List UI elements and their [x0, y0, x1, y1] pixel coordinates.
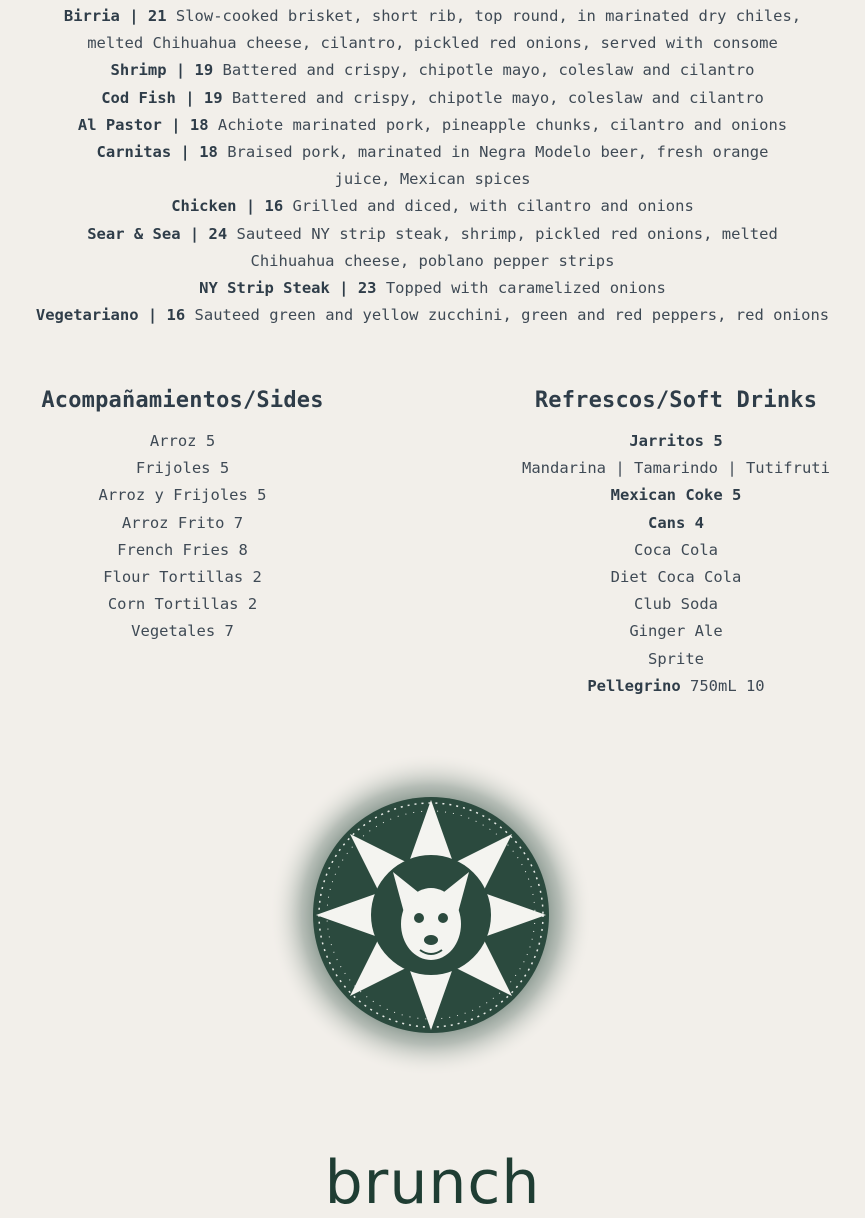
taco-price: 19 — [203, 88, 223, 107]
taco-desc-cont: Chihuahua cheese, poblano pepper strips — [250, 251, 615, 270]
taco-name: Shrimp — [110, 61, 167, 80]
separator: | — [329, 279, 358, 298]
taco-item — [0, 193, 865, 220]
taco-name: Chicken — [171, 197, 237, 216]
taco-price: 23 — [357, 279, 377, 298]
taco-desc: Battered and crispy, chipotle mayo, coleslaw and cilantro — [231, 88, 764, 107]
separator: | — [236, 197, 265, 216]
separator: | — [166, 61, 195, 80]
taco-desc: Grilled and diced, with cilantro and onions — [292, 197, 694, 216]
brunch-heading: brunch — [324, 1148, 541, 1218]
taco-price: 18 — [199, 143, 218, 162]
separator: | — [161, 115, 190, 134]
taco-desc: Battered and crispy, chipotle mayo, coleslaw and cilantro — [222, 61, 755, 80]
taco-price: 21 — [147, 7, 167, 25]
taco-name: Birria — [63, 7, 120, 25]
chihuahua-medallion-logo — [268, 752, 594, 1078]
taco-desc: Sauteed green and yellow zucchini, green and red peppers, red onions — [194, 306, 830, 325]
taco-desc: Slow-cooked brisket, short rib, top round, in marinated dry chiles, — [175, 7, 802, 25]
taco-name: Cod Fish — [101, 88, 176, 107]
taco-price: 16 — [264, 197, 284, 216]
taco-name: Sear & Sea — [87, 224, 181, 243]
pellegrino-name: Pellegrino — [587, 676, 681, 695]
drinks-section — [490, 386, 862, 700]
taco-item — [0, 139, 865, 166]
side-item: Arroz Frito 7 — [121, 513, 244, 532]
taco-name: Carnitas — [96, 143, 172, 162]
side-item: Flour Tortillas 2 — [103, 568, 262, 587]
taco-price: 18 — [189, 115, 209, 134]
medallion-icon — [268, 752, 594, 1078]
taco-item — [0, 275, 865, 302]
drink-item: Diet Coca Cola — [610, 568, 742, 587]
taco-price: 19 — [194, 61, 214, 80]
pellegrino-detail: 750mL 10 — [680, 676, 765, 695]
separator: | — [119, 7, 148, 25]
cans-label: Cans 4 — [648, 513, 704, 532]
taco-name: Al Pastor — [77, 115, 162, 134]
drink-item: Club Soda — [634, 595, 718, 614]
jarritos-label: Jarritos 5 — [629, 432, 723, 450]
taco-item — [0, 57, 865, 84]
taco-desc: Topped with caramelized onions — [385, 279, 666, 298]
taco-name: NY Strip Steak — [199, 279, 330, 298]
taco-name: Vegetariano — [35, 306, 139, 325]
side-item: Corn Tortillas 2 — [107, 595, 258, 614]
side-item: Arroz y Frijoles 5 — [98, 486, 267, 505]
tacos-menu — [0, 3, 865, 329]
pellegrino-line — [490, 673, 862, 700]
mexican-coke-label: Mexican Coke 5 — [610, 486, 742, 505]
taco-item — [0, 3, 865, 30]
taco-desc: Achiote marinated pork, pineapple chunks, cilantro and onions — [217, 115, 788, 134]
taco-desc: Sauteed NY strip steak, shrimp, pickled red onions, melted — [236, 224, 778, 243]
taco-desc-cont: melted Chihuahua cheese, cilantro, pickled red onions, served with consome — [87, 34, 778, 53]
jarritos-flavors: Mandarina | Tamarindo | Tutifruti — [522, 459, 830, 478]
sides-heading: Acompañamientos/Sides — [41, 388, 324, 413]
drink-item: Ginger Ale — [629, 622, 723, 641]
taco-item — [0, 112, 865, 139]
taco-desc: Braised pork, marinated in Negra Modelo beer, fresh orange — [227, 143, 769, 162]
separator: | — [180, 224, 209, 243]
sides-section — [0, 386, 365, 646]
separator: | — [138, 306, 167, 325]
taco-item — [0, 302, 865, 329]
taco-price: 16 — [166, 306, 186, 325]
drink-item: Sprite — [648, 649, 704, 668]
drinks-heading: Refrescos/Soft Drinks — [534, 388, 818, 413]
side-item: French Fries 8 — [117, 540, 248, 559]
side-item: Frijoles 5 — [135, 459, 230, 478]
taco-price: 24 — [208, 224, 228, 243]
separator: | — [171, 143, 200, 162]
separator: | — [175, 88, 204, 107]
taco-item — [0, 85, 865, 112]
drink-item: Coca Cola — [634, 540, 718, 559]
side-item: Vegetales 7 — [131, 622, 234, 641]
taco-item — [0, 221, 865, 248]
taco-desc-cont: juice, Mexican spices — [334, 170, 531, 189]
side-item: Arroz 5 — [149, 432, 216, 450]
